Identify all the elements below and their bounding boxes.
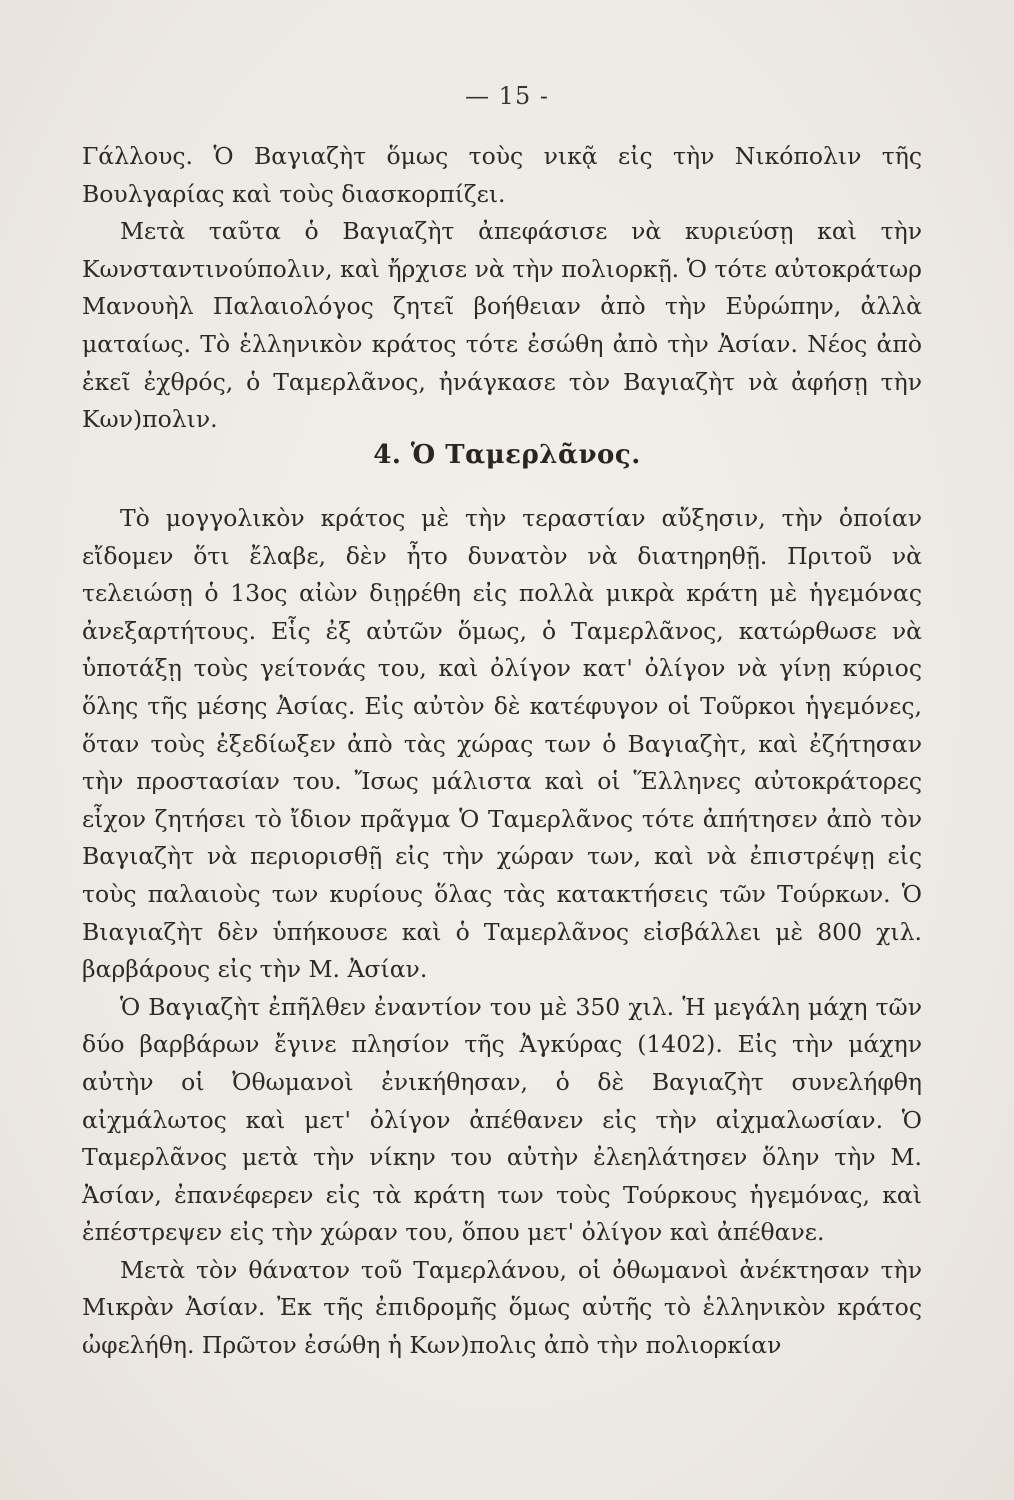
paragraph-after-tamerlane: Μετὰ τὸν θάνατον τοῦ Ταμερλάνου, οἱ ὀθωμανοὶ ἀνέκτησαν τὴν Μικρὰν Ἀσίαν. Ἐκ τῆς ἐπιδρομῆς ὅμως αὐτῆς τὸ ἑλληνικὸν κράτος ὠφελήθη. Πρῶτον ἐσώθη ἡ Κων)πολις ἀπὸ τὴν πολιορκίαν: [82, 1255, 922, 1360]
top-text-block: [82, 138, 922, 439]
paragraph-continuation: Γάλλους. Ὁ Βαγιαζὴτ ὅμως τοὺς νικᾷ εἰς τὴν Νικόπολιν τῆς Βουλγαρίας καὶ τοὺς διασκορπίζει.: [82, 142, 922, 208]
paragraph-mongol-state: Τὸ μογγολικὸν κράτος μὲ τὴν τεραστίαν αὔξησιν, τὴν ὁποίαν εἴδομεν ὅτι ἔλαβε, δὲν ἦτο δυνατὸν νὰ διατηρηθῇ. Πριτοῦ νὰ τελειώσῃ ὁ 13ος αἰὼν διῃρέθη εἰς πολλὰ μικρὰ κράτη μὲ ἡγεμόνας ἀνεξαρτήτους. Εἷς ἐξ αὐτῶν ὅμως, ὁ Ταμερλᾶνος, κατώρθωσε νὰ ὑποτάξῃ τοὺς γείτονάς του, καὶ ὀλίγον κατ' ὀλίγον νὰ γίνῃ κύριος ὅλης τῆς μέσης Ἀσίας. Εἰς αὐτὸν δὲ κατέφυγον οἱ Τοῦρκοι ἡγεμόνες, ὅταν τοὺς ἐξεδίωξεν ἀπὸ τὰς χώρας των ὁ Βαγιαζὴτ, καὶ ἐζήτησαν τὴν προστασίαν του. Ἴσως μάλιστα καὶ οἱ Ἕλληνες αὐτοκράτορες εἶχον ζητήσει τὸ ἴδιον πρᾶγμα Ὁ Ταμερλᾶνος τότε ἀπήτησεν ἀπὸ τὸν Βαγιαζὴτ νὰ περιορισθῇ εἰς τὴν χώραν των, καὶ νὰ ἐπιστρέψῃ εἰς τοὺς παλαιοὺς των κυρίους ὅλας τὰς κατακτήσεις τῶν Τούρκων. Ὁ Βιαγιαζὴτ δὲν ὑπήκουσε καὶ ὁ Ταμερλᾶνος εἰσβάλλει μὲ 800 χιλ. βαρβάρους εἰς τὴν Μ. Ἀσίαν.: [82, 504, 922, 984]
section-heading: 4. Ὁ Ταμερλᾶνος.: [373, 440, 641, 470]
page-number: — 15 -: [465, 82, 549, 110]
paragraph-siege-constantinople: Μετὰ ταῦτα ὁ Βαγιαζὴτ ἀπεφάσισε νὰ κυριεύσῃ καὶ τὴν Κωνσταντινούπολιν, καὶ ἤρχισε νὰ τὴν πολιορκῇ. Ὁ τότε αὐτοκράτωρ Μανουὴλ Παλαιολόγος ζητεῖ βοήθειαν ἀπὸ τὴν Εὐρώπην, ἀλλὰ ματαίως. Τὸ ἑλληνικὸν κράτος τότε ἐσώθη ἀπὸ τὴν Ἀσίαν. Νέος ἀπὸ ἐκεῖ ἐχθρός, ὁ Ταμερλᾶνος, ἠνάγκασε τὸν Βαγιαζὴτ νὰ ἀφήσῃ τὴν Κων)πολιν.: [82, 217, 922, 434]
paragraph-battle-ankara: Ὁ Βαγιαζὴτ ἐπῆλθεν ἐναντίον του μὲ 350 χιλ. Ἡ μεγάλη μάχη τῶν δύο βαρβάρων ἔγινε πλησίον τῆς Ἀγκύρας (1402). Εἰς τὴν μάχην αὐτὴν οἱ Ὀθωμανοὶ ἐνικήθησαν, ὁ δὲ Βαγιαζὴτ συνελήφθη αἰχμάλωτος καὶ μετ' ὀλίγον ἀπέθανεν εἰς τὴν αἰχμαλωσίαν. Ὁ Ταμερλᾶνος μετὰ τὴν νίκην του αὐτὴν ἐλεηλάτησεν ὅλην τὴν Μ. Ἀσίαν, ἐπανέφερεν εἰς τὰ κράτη των τοὺς Τούρκους ἡγεμόνας, καὶ ἐπέστρεψεν εἰς τὴν χώραν του, ὅπου μετ' ὀλίγον καὶ ἀπέθανε.: [82, 992, 922, 1247]
section-text-block: [82, 500, 922, 1365]
